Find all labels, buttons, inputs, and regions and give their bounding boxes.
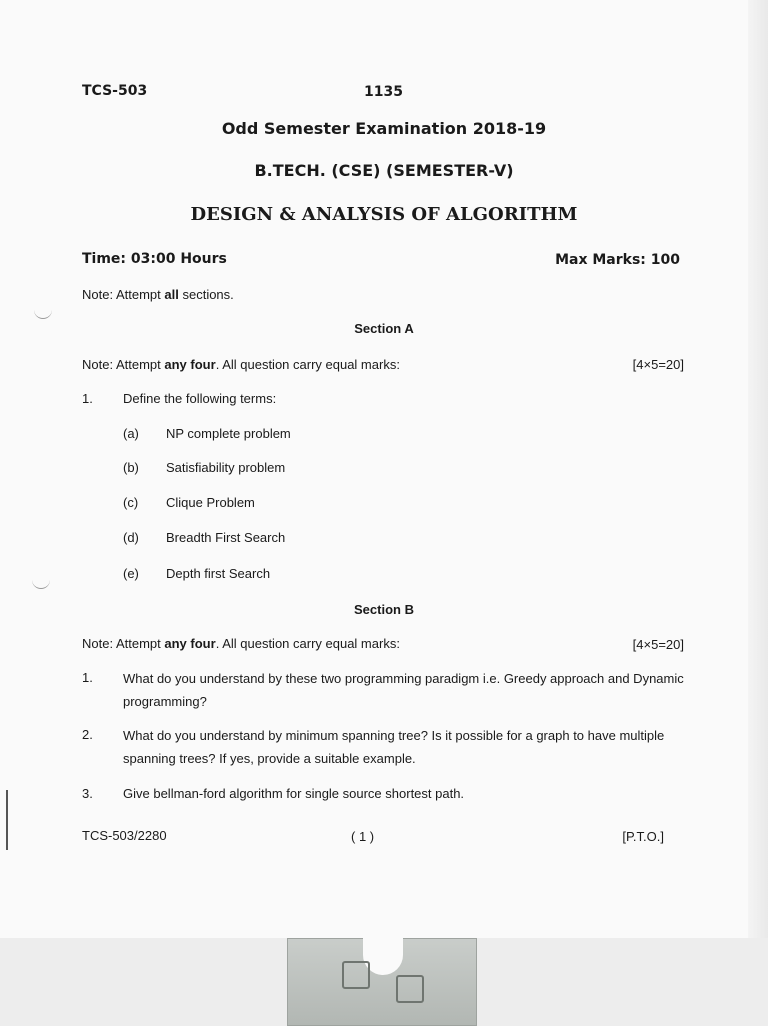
- note-label: Note: [82, 287, 110, 302]
- question-number: 2.: [82, 727, 93, 742]
- question-text: What do you understand by these two programming paradigm i.e. Greedy approach and Dynamic programming?: [123, 671, 684, 709]
- section-a-marks: [4×5=20]: [632, 357, 684, 372]
- clip-logo-icon: [396, 975, 424, 1003]
- paper-code: TCS-503: [82, 83, 148, 99]
- part-label: (a): [123, 426, 139, 441]
- sheet-edge: [748, 0, 768, 938]
- part-text: NP complete problem: [166, 426, 291, 441]
- part-label: (b): [123, 460, 139, 475]
- section-a-heading: Section A: [354, 321, 414, 336]
- subject-title: DESIGN & ANALYSIS OF ALGORITHM: [190, 204, 578, 225]
- punch-hole-mark: [34, 304, 52, 319]
- question-text: Define the following terms:: [123, 391, 277, 406]
- part-label: (c): [123, 495, 139, 510]
- exam-title: Odd Semester Examination 2018-19: [221, 119, 547, 138]
- question-text: Give bellman-ford algorithm for single source shortest path.: [123, 786, 465, 801]
- part-text: Clique Problem: [166, 495, 255, 510]
- section-b-heading: Section B: [354, 602, 414, 617]
- page-number: ( 1 ): [351, 829, 375, 844]
- question-number: 1.: [82, 391, 93, 406]
- pto-label: [P.T.O.]: [622, 829, 664, 844]
- roll-code: 1135: [364, 84, 403, 100]
- section-b-marks: [4×5=20]: [632, 637, 684, 652]
- part-text: Satisfiability problem: [166, 460, 286, 475]
- part-label: (d): [123, 530, 139, 545]
- part-text: Depth first Search: [166, 566, 271, 581]
- question-number: 1.: [82, 670, 93, 685]
- part-label: (e): [123, 566, 139, 581]
- punch-hole-mark: [32, 574, 50, 589]
- part-text: Breadth First Search: [166, 530, 286, 545]
- question-number: 3.: [82, 786, 93, 801]
- section-b-note: Note: Attempt any four. All question carry equal marks:: [82, 636, 400, 651]
- footer-code: TCS-503/2280: [82, 828, 167, 843]
- general-note: Note: Attempt all sections.: [82, 287, 234, 302]
- program-title: B.TECH. (CSE) (SEMESTER-V): [254, 161, 514, 180]
- binder-mark: [6, 790, 8, 850]
- max-marks-label: Max Marks: 100: [555, 252, 680, 268]
- time-label: Time: 03:00 Hours: [82, 251, 227, 267]
- question-text: What do you understand by minimum spanning tree? Is it possible for a graph to have multiple spanning trees? If yes, provide a suitable example.: [123, 728, 665, 766]
- clip-logo-icon: [342, 961, 370, 989]
- section-a-note: Note: Attempt any four. All question carry equal marks:: [82, 357, 400, 372]
- document-clip: [287, 938, 477, 1026]
